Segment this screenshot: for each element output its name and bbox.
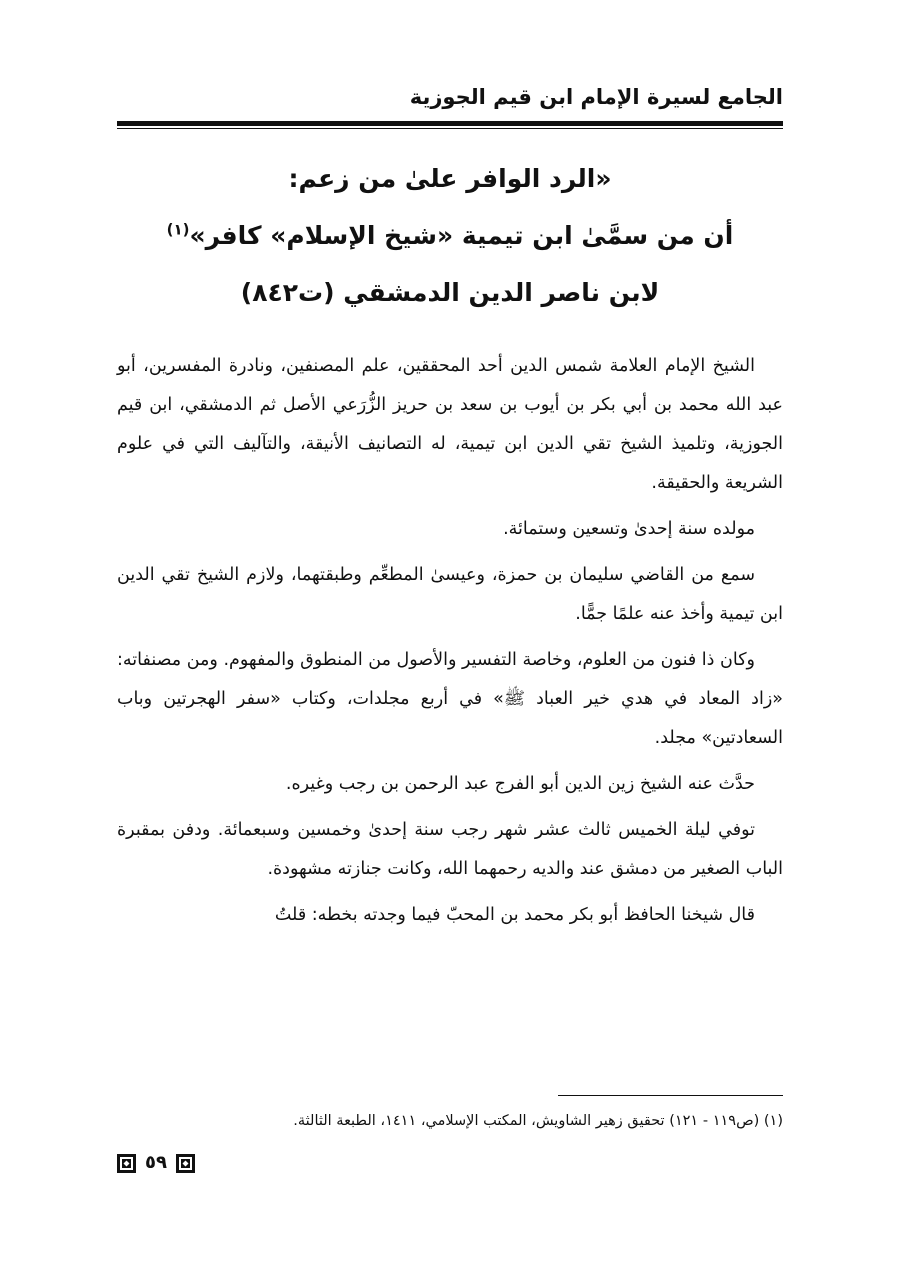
ornament-icon [176,1154,195,1173]
body-paragraph: الشيخ الإمام العلامة شمس الدين أحد المحققين، علم المصنفين، ونادرة المفسرين، أبو عبد الله محمد بن أبي بكر بن أيوب بن سعد بن حريز الزُّرَعي الأصل ثم الدمشقي، ابن قيم الجوزية، وتلميذ الشيخ تقي الدين ابن تيمية، له التصانيف الأنيقة، والتآليف التي في علوم الشريعة والحقيقة. [117,356,783,493]
body-paragraph: توفي ليلة الخميس ثالث عشر شهر رجب سنة إحدىٰ وخمسين وسبعمائة. ودفن بمقبرة الباب الصغير من دمشق عند والديه رحمهما الله، وكانت جنازته مشهودة. [117,820,783,879]
body-paragraph: وكان ذا فنون من العلوم، وخاصة التفسير والأصول من المنطوق والمفهوم. ومن مصنفاته: «زاد المعاد في هدي خير العباد ﷺ» في أربع مجلدات، وكتاب «سفر الهجرتين وباب السعادتين» مجلد. [117,650,783,748]
header-rule [117,121,783,126]
title-line-1: «الرد الوافر علىٰ من زعم: [288,164,612,193]
title-line-2-text: أن من سمَّىٰ ابن تيمية «شيخ الإسلام» كافر» [189,221,734,250]
footnote: (١) (ص١١٩ - ١٢١) تحقيق زهير الشاويش، المكتب الإسلامي، ١٤١١، الطبعة الثالثة. [293,1113,783,1129]
title-line-2 [117,207,783,264]
body-text [117,347,783,942]
ornament-icon [117,1154,136,1173]
page-number: ٥٩ [145,1152,167,1173]
footnote-separator [558,1095,783,1096]
running-header-title: الجامع لسيرة الإمام ابن قيم الجوزية [409,85,783,109]
body-paragraph: حدَّث عنه الشيخ زين الدين أبو الفرج عبد الرحمن بن رجب وغيره. [285,774,755,794]
body-paragraph: قال شيخنا الحافظ أبو بكر محمد بن المحبّ فيما وجدته بخطه: قلتُ [274,905,755,925]
body-paragraph: مولده سنة إحدىٰ وتسعين وستمائة. [503,519,755,539]
header-rule-thin [117,128,783,129]
section-title [117,150,783,321]
page-number-block [117,1149,195,1177]
title-line-3: لابن ناصر الدين الدمشقي (ت٨٤٢) [240,278,660,307]
title-footnote-marker[interactable]: (١) [166,220,190,239]
body-paragraph: سمع من القاضي سليمان بن حمزة، وعيسىٰ المطعِّم وطبقتهما، ولازم الشيخ تقي الدين ابن تيمية وأخذ عنه علمًا جمًّا. [117,565,783,624]
